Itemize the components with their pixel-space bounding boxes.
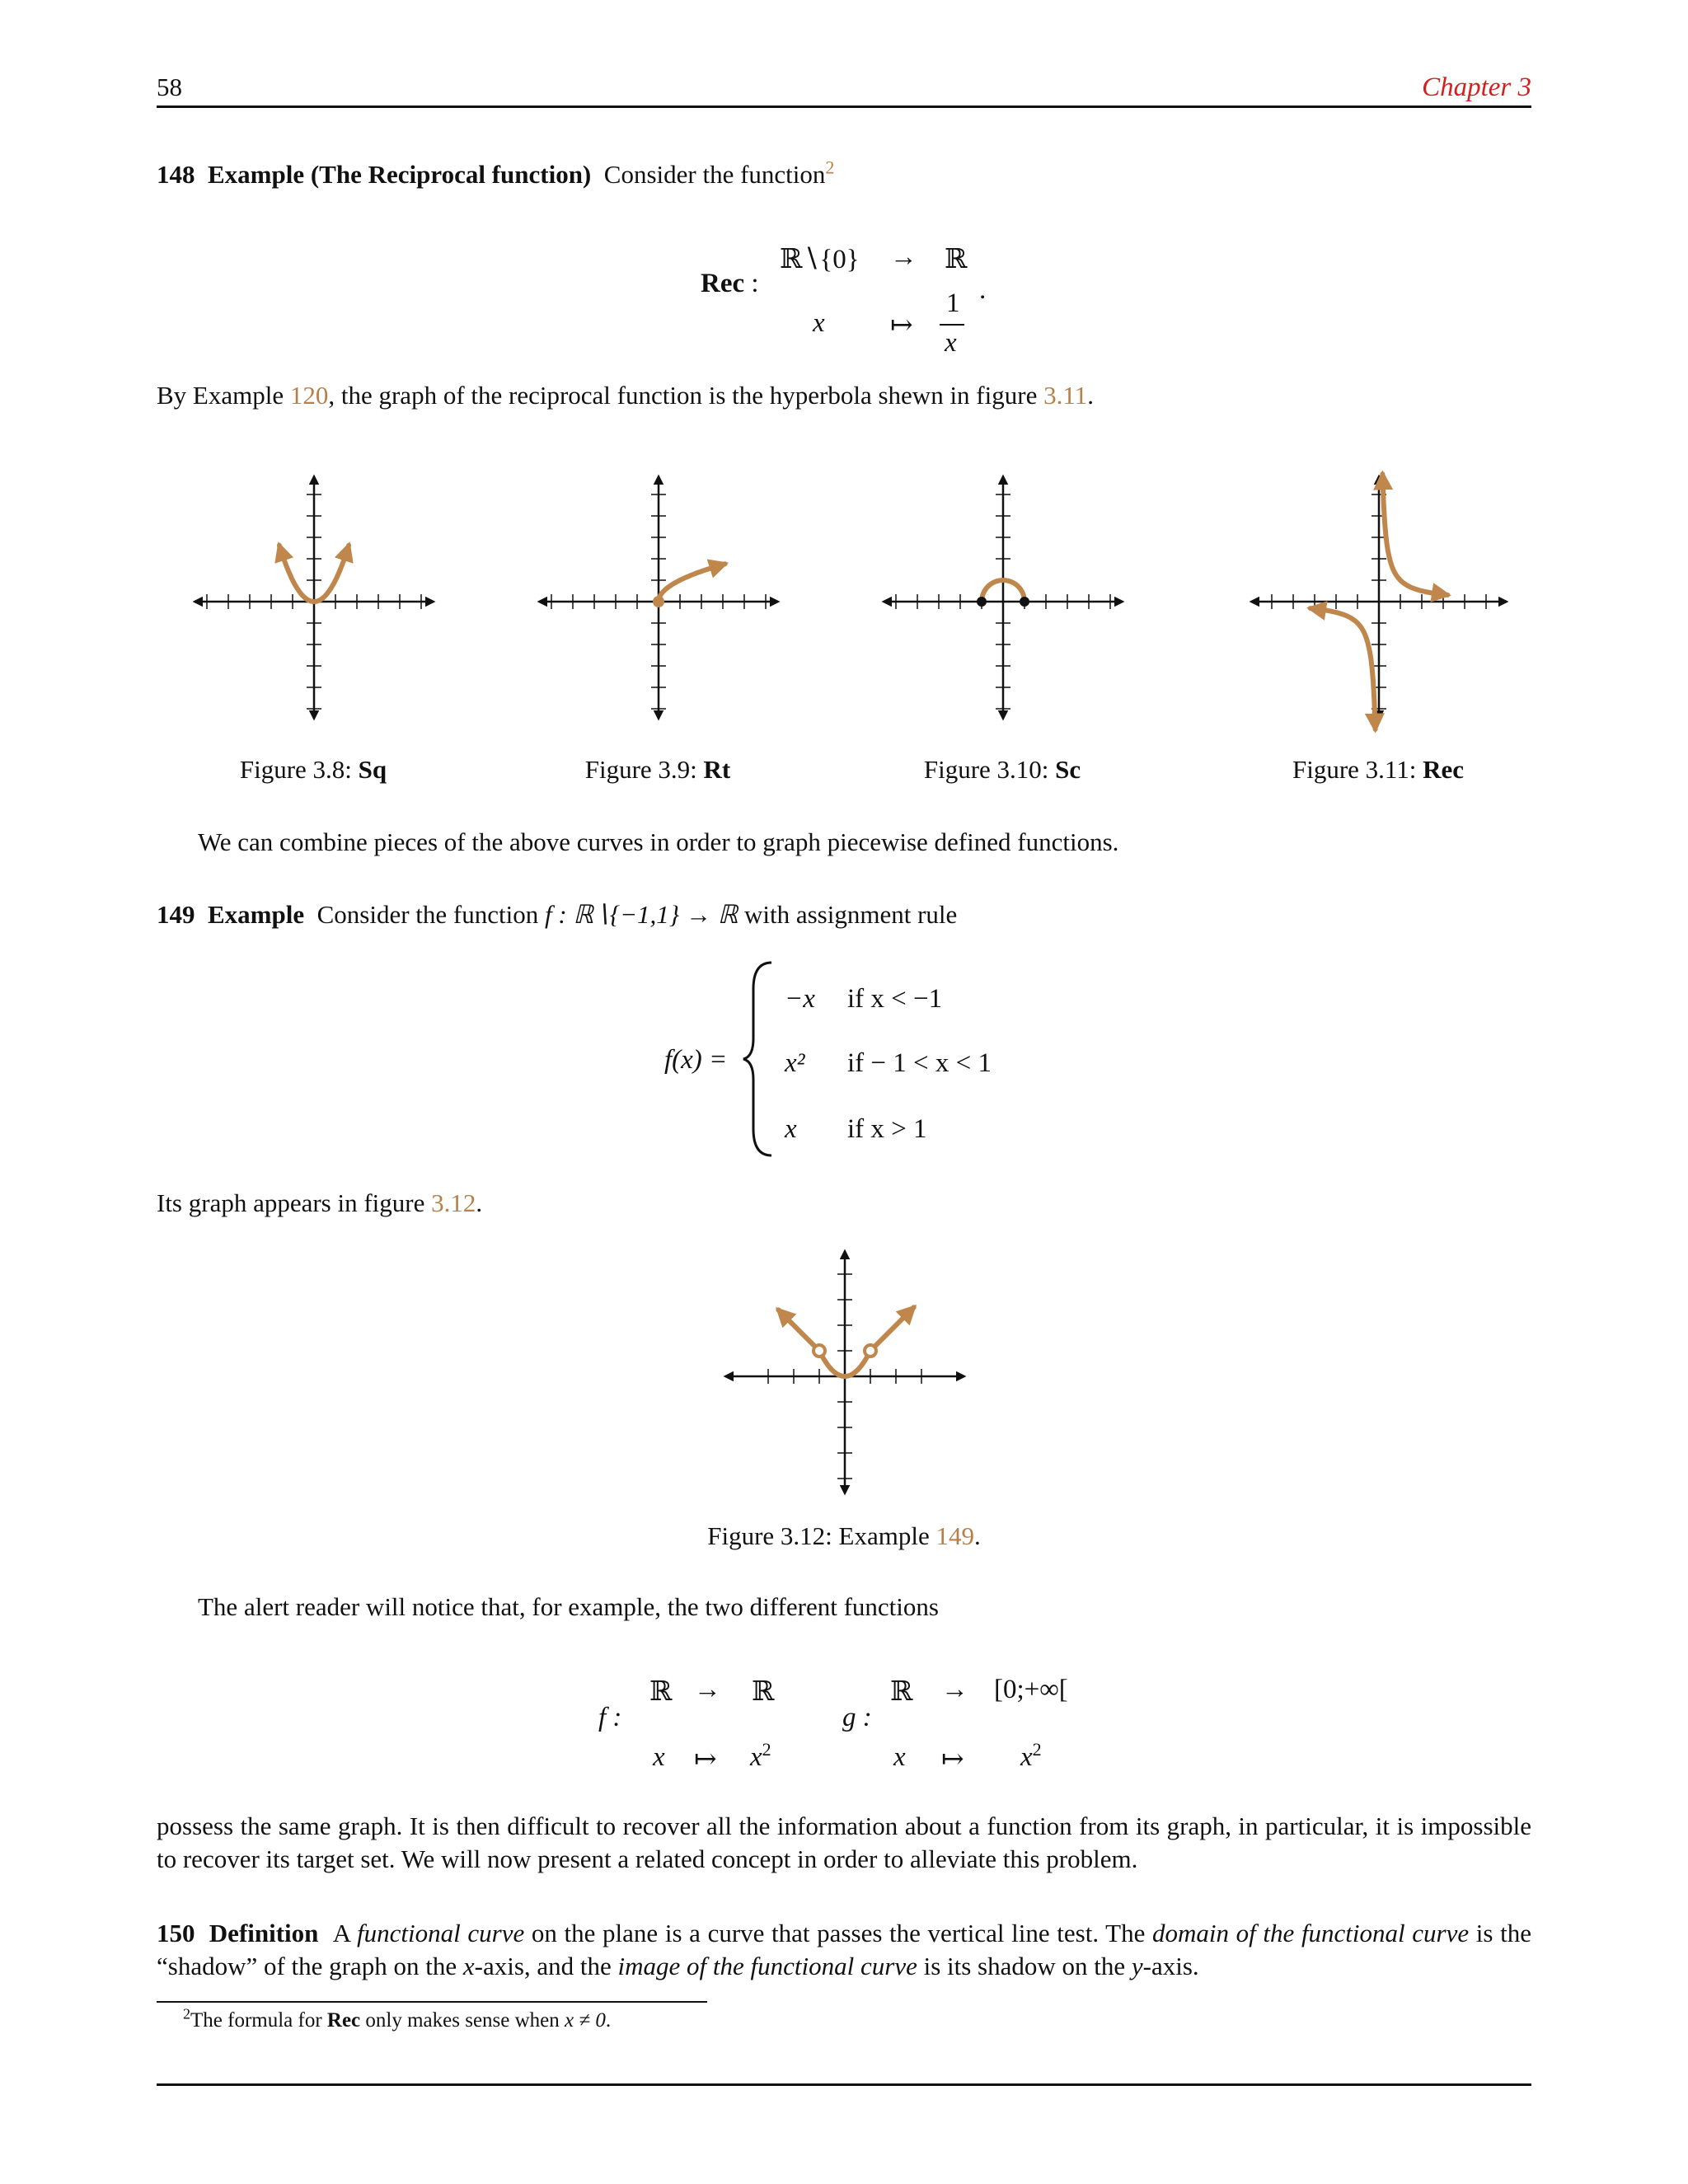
page-number: 58 bbox=[157, 73, 182, 101]
map-g-image: $x^2$ bbox=[1020, 1739, 1042, 1772]
case-2-expr: x² bbox=[785, 1048, 805, 1078]
example-148-text: By Example 120, the graph of the reciprocal function is the hyperbola shewn in figure 3.11. bbox=[157, 381, 1094, 410]
example-149-heading: 149 Example Consider the function f : ℝ∖{−1,1} → ℝ with assignment rule bbox=[157, 900, 958, 929]
rec-domain: ℝ∖{0} bbox=[780, 245, 860, 274]
case-1-expr: −x bbox=[785, 984, 815, 1014]
possess-text: possess the same graph. It is then difficult to recover all the information about a function from its graph, in particular, it is impossible to recover its target set. We will now present a related concept in order to alleviate this problem. bbox=[157, 1811, 1531, 1873]
map-f-codomain: ℝ bbox=[752, 1677, 775, 1707]
figure-3-8-caption: Figure 3.8: Sq bbox=[239, 755, 387, 784]
example-intro: Consider the function bbox=[603, 160, 826, 189]
figure-3-11-rec bbox=[1251, 470, 1507, 725]
map-f-mapsto: ↦ bbox=[694, 1745, 717, 1774]
func-signature: f : ℝ∖{−1,1} → ℝ bbox=[545, 900, 738, 929]
rec-fraction-bar bbox=[940, 324, 964, 326]
case-3-cond: if x > 1 bbox=[847, 1114, 927, 1144]
figure-3-12 bbox=[709, 1244, 973, 1500]
map-g-arrow: → bbox=[941, 1675, 968, 1704]
rec-codomain: ℝ bbox=[945, 245, 968, 274]
figure-3-9-rt bbox=[539, 470, 778, 725]
map-f-var: x bbox=[653, 1742, 665, 1772]
footnote: $^2$The formula for Rec only makes sense when x ≠ 0. bbox=[183, 2005, 612, 2032]
example-number: 148 bbox=[157, 160, 195, 189]
link-example-149[interactable]: 149 bbox=[935, 1521, 974, 1550]
example-148-heading bbox=[157, 158, 834, 191]
example-title: Example (The Reciprocal function) bbox=[208, 160, 592, 189]
graph-appears-text: Its graph appears in figure 3.12. bbox=[157, 1188, 483, 1217]
footnote-ref[interactable]: 2 bbox=[825, 157, 835, 178]
figure-3-12-caption: Figure 3.12: Example 149. bbox=[707, 1521, 981, 1550]
sc-left-endpoint bbox=[977, 597, 987, 607]
link-example-120[interactable]: 120 bbox=[289, 381, 329, 410]
map-g-domain: ℝ bbox=[890, 1677, 913, 1707]
map-g-name: g : bbox=[842, 1703, 872, 1732]
open-point-left bbox=[814, 1345, 825, 1357]
map-g-var: x bbox=[893, 1742, 906, 1772]
figure-3-9-caption: Figure 3.9: Rt bbox=[584, 755, 731, 784]
map-f-domain: ℝ bbox=[649, 1677, 673, 1707]
rec-branch-positive bbox=[1382, 474, 1447, 595]
case-2-cond: if − 1 < x < 1 bbox=[847, 1048, 992, 1078]
case-1-cond: if x < −1 bbox=[847, 984, 943, 1014]
map-g-codomain: [0;+∞[ bbox=[994, 1675, 1068, 1704]
link-figure-3-12[interactable]: 3.12 bbox=[431, 1188, 476, 1217]
piecewise-brace bbox=[742, 956, 775, 1162]
map-f-image: $x^2$ bbox=[750, 1739, 771, 1772]
figure-3-10-sc bbox=[884, 470, 1123, 725]
figure-3-8-sq bbox=[195, 470, 434, 725]
rec-fraction-num: 1 bbox=[946, 288, 960, 318]
rec-period: . bbox=[979, 275, 987, 305]
figure-3-11-caption: Figure 3.11: Rec bbox=[1292, 755, 1465, 784]
map-g-mapsto: ↦ bbox=[941, 1745, 964, 1774]
footer-rule bbox=[157, 2083, 1531, 2086]
figure-3-10-caption: Figure 3.10: Sc bbox=[923, 755, 1081, 784]
chapter-header: Chapter 3 bbox=[1422, 73, 1531, 102]
rec-map-name: Rec : bbox=[701, 269, 759, 298]
rec-fraction-den: x bbox=[945, 328, 957, 358]
map-f-name: f : bbox=[598, 1703, 622, 1732]
link-figure-3-11[interactable]: 3.11 bbox=[1043, 381, 1088, 410]
piecewise-lhs: f(x) = bbox=[664, 1045, 728, 1075]
rec-arrow: → bbox=[890, 242, 917, 272]
footnote-rule bbox=[157, 2001, 707, 2003]
case-3-expr: x bbox=[785, 1114, 797, 1144]
rt-start-point bbox=[653, 596, 664, 607]
alert-text: The alert reader will notice that, for example, the two different functions bbox=[198, 1592, 939, 1621]
left-line bbox=[778, 1310, 819, 1351]
right-line bbox=[870, 1307, 914, 1351]
combine-text: We can combine pieces of the above curves in order to graph piecewise defined functions. bbox=[198, 827, 1119, 856]
map-f-arrow: → bbox=[694, 1675, 721, 1704]
sc-right-endpoint bbox=[1020, 597, 1029, 607]
open-point-right bbox=[865, 1345, 876, 1357]
header-rule bbox=[157, 105, 1531, 108]
rec-branch-negative bbox=[1311, 608, 1376, 729]
rec-mapsto: ↦ bbox=[890, 311, 913, 340]
rt-curve bbox=[659, 564, 725, 602]
definition-150: 150 Definition A functional curve on the plane is a curve that passes the vertical line test. The domain of the functional curve is the “shadow” of the graph on the x-axis, and the image of the functional curve is its shadow on the y-axis. bbox=[157, 1919, 1531, 1980]
rec-var: x bbox=[813, 308, 825, 338]
